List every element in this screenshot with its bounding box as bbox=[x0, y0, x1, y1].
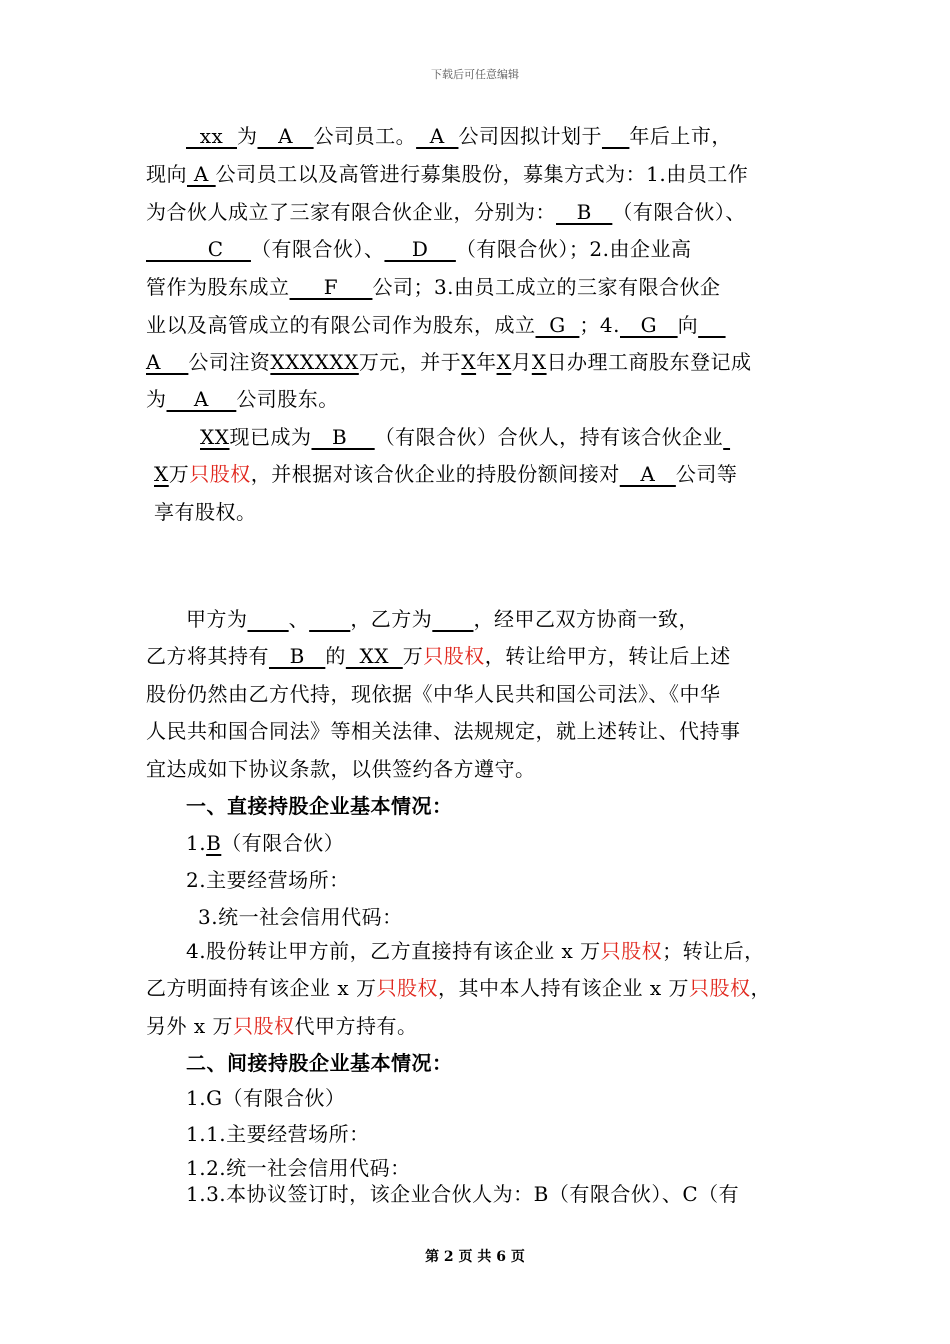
text: ，转让给甲方，转让后上述 bbox=[484, 644, 731, 668]
section1-item4-line2 bbox=[146, 975, 771, 1001]
text: 万元，并于 bbox=[358, 350, 462, 374]
text: 公司；3.由员工成立的三家有限合伙企 bbox=[372, 275, 721, 299]
blank-company-a: A bbox=[187, 162, 216, 186]
text: ，经甲乙双方协商一致， bbox=[473, 607, 699, 631]
para1-line3 bbox=[146, 199, 746, 225]
text: ，乙方为 bbox=[350, 607, 433, 631]
blank-partnership-d: D bbox=[384, 237, 456, 261]
blank-partnership-b: B bbox=[311, 425, 375, 449]
blank-company-a: A bbox=[146, 350, 189, 374]
text: 4.股份转让甲方前，乙方直接持有该企业 x 万 bbox=[186, 939, 601, 963]
text: 另外 x 万 bbox=[146, 1014, 233, 1038]
para2-line3: 享有股权。 bbox=[154, 500, 257, 524]
blank-company-g: G bbox=[535, 313, 580, 337]
text: 1. bbox=[186, 831, 207, 855]
para1-line4 bbox=[146, 236, 691, 262]
blank-name: XX bbox=[200, 425, 230, 449]
section2-item4: 1.3.本协议签订时，该企业合伙人为：B（有限合伙）、C（有 bbox=[186, 1182, 740, 1206]
blank-company-g: G bbox=[620, 313, 678, 337]
text: 万 bbox=[402, 644, 424, 668]
section2-item1: 1.G（有限合伙） bbox=[186, 1086, 346, 1110]
para3-line4: 人民共和国合同法》等相关法律、法规规定，就上述转让、代持事 bbox=[146, 719, 741, 743]
blank-company-a: A bbox=[416, 124, 459, 148]
blank-space bbox=[698, 313, 725, 337]
section2-item3: 1.2.统一社会信用代码： bbox=[186, 1156, 411, 1180]
text: 代甲方持有。 bbox=[294, 1014, 418, 1038]
text: 甲方为 bbox=[186, 607, 248, 631]
blank-space bbox=[723, 425, 730, 449]
text: （有限合伙） bbox=[221, 831, 345, 855]
section2-title: 二、间接持股企业基本情况： bbox=[186, 1051, 453, 1075]
highlight-share-unit: 只股权 bbox=[189, 462, 251, 486]
para3-line5: 宜达成如下协议条款，以供签约各方遵守。 bbox=[146, 757, 536, 781]
blank-company-a: A bbox=[257, 124, 314, 148]
text: ；4. bbox=[579, 313, 620, 337]
para3-line3: 股份仍然由乙方代持，现依据《中华人民共和国公司法》、《中华 bbox=[146, 682, 721, 706]
para1-line8 bbox=[146, 386, 339, 412]
blank-year: X bbox=[461, 350, 477, 374]
text: 月 bbox=[511, 350, 532, 374]
text: 年 bbox=[476, 350, 497, 374]
para1-line7 bbox=[146, 349, 752, 375]
text: ，其中本人持有该企业 x 万 bbox=[438, 976, 689, 1000]
para2-line2 bbox=[154, 461, 737, 487]
text: 公司等 bbox=[675, 462, 738, 486]
para1-line1 bbox=[186, 123, 732, 149]
blank-party-b bbox=[432, 607, 473, 631]
section1-item1 bbox=[186, 830, 344, 856]
section1-item3: 3.统一社会信用代码： bbox=[198, 905, 403, 929]
text: 公司股东。 bbox=[236, 387, 339, 411]
text: 为 bbox=[237, 124, 258, 148]
blank-amount: XXXXXX bbox=[270, 350, 359, 374]
text: 公司员工以及高管进行募集股份，募集方式为：1.由员工作 bbox=[215, 162, 749, 186]
blank-company-a: A bbox=[619, 462, 676, 486]
para1-line6 bbox=[146, 312, 726, 338]
text: 乙方将其持有 bbox=[146, 644, 269, 668]
text: 公司因拟计划于 bbox=[458, 124, 602, 148]
text: 日办理工商股东登记成 bbox=[546, 350, 752, 374]
para1-line2 bbox=[146, 161, 748, 187]
blank-party-a2 bbox=[309, 607, 350, 631]
text: 管作为股东成立 bbox=[146, 275, 290, 299]
text: 现已成为 bbox=[229, 425, 312, 449]
para1-line5 bbox=[146, 274, 721, 300]
text: 年后上市， bbox=[629, 124, 732, 148]
highlight-share-unit: 只股权 bbox=[689, 976, 751, 1000]
highlight-share-unit: 只股权 bbox=[233, 1014, 295, 1038]
text: 为合伙人成立了三家有限合伙企业，分别为： bbox=[146, 200, 556, 224]
blank-company-a: A bbox=[166, 387, 237, 411]
blank-partnership-c: C bbox=[146, 237, 251, 261]
blank-party-a1 bbox=[248, 607, 289, 631]
section1-item4-line3 bbox=[146, 1013, 418, 1039]
text: 公司注资 bbox=[188, 350, 271, 374]
para2-line1 bbox=[200, 424, 730, 450]
blank-partnership-b: B bbox=[206, 831, 222, 855]
highlight-share-unit: 只股权 bbox=[376, 976, 438, 1000]
blank-month: X bbox=[496, 350, 512, 374]
blank-amount: X bbox=[154, 462, 169, 486]
text: 、 bbox=[288, 607, 310, 631]
page-footer: 第 2 页 共 6 页 bbox=[425, 1249, 525, 1265]
blank-day: X bbox=[531, 350, 547, 374]
text: ， bbox=[750, 976, 771, 1000]
text: 现向 bbox=[146, 162, 187, 186]
blank-amount: XX bbox=[345, 644, 403, 668]
para3-line1 bbox=[186, 606, 699, 632]
text: 公司员工。 bbox=[313, 124, 417, 148]
text: （有限合伙）、 bbox=[250, 237, 385, 261]
section2-item2: 1.1.主要经营场所： bbox=[186, 1122, 370, 1146]
text: 向 bbox=[677, 313, 699, 337]
blank-partnership-b: B bbox=[269, 644, 326, 668]
text: ，并根据对该合伙企业的持股份额间接对 bbox=[250, 462, 620, 486]
blank-employee-name: xx bbox=[186, 124, 237, 148]
para3-line2 bbox=[146, 643, 731, 669]
text: 为 bbox=[146, 387, 167, 411]
section1-item4-line1 bbox=[186, 938, 765, 964]
text: 业以及高管成立的有限公司作为股东，成立 bbox=[146, 313, 536, 337]
page-header: 下载后可任意编辑 bbox=[431, 68, 519, 81]
text: 的 bbox=[325, 644, 346, 668]
text: ；转让后， bbox=[662, 939, 765, 963]
text: （有限合伙）；2.由企业高 bbox=[455, 237, 692, 261]
text: 乙方明面持有该企业 x 万 bbox=[146, 976, 377, 1000]
section1-title: 一、直接持股企业基本情况： bbox=[186, 794, 453, 818]
text: （有限合伙）合伙人，持有该合伙企业 bbox=[374, 425, 724, 449]
highlight-share-unit: 只股权 bbox=[423, 644, 485, 668]
blank-years bbox=[602, 124, 629, 148]
text: 万 bbox=[168, 462, 190, 486]
blank-partnership-b: B bbox=[556, 200, 613, 224]
highlight-share-unit: 只股权 bbox=[600, 939, 663, 963]
blank-company-f: F bbox=[289, 275, 373, 299]
text: （有限合伙）、 bbox=[612, 200, 746, 224]
section1-item2: 2.主要经营场所： bbox=[186, 868, 350, 892]
